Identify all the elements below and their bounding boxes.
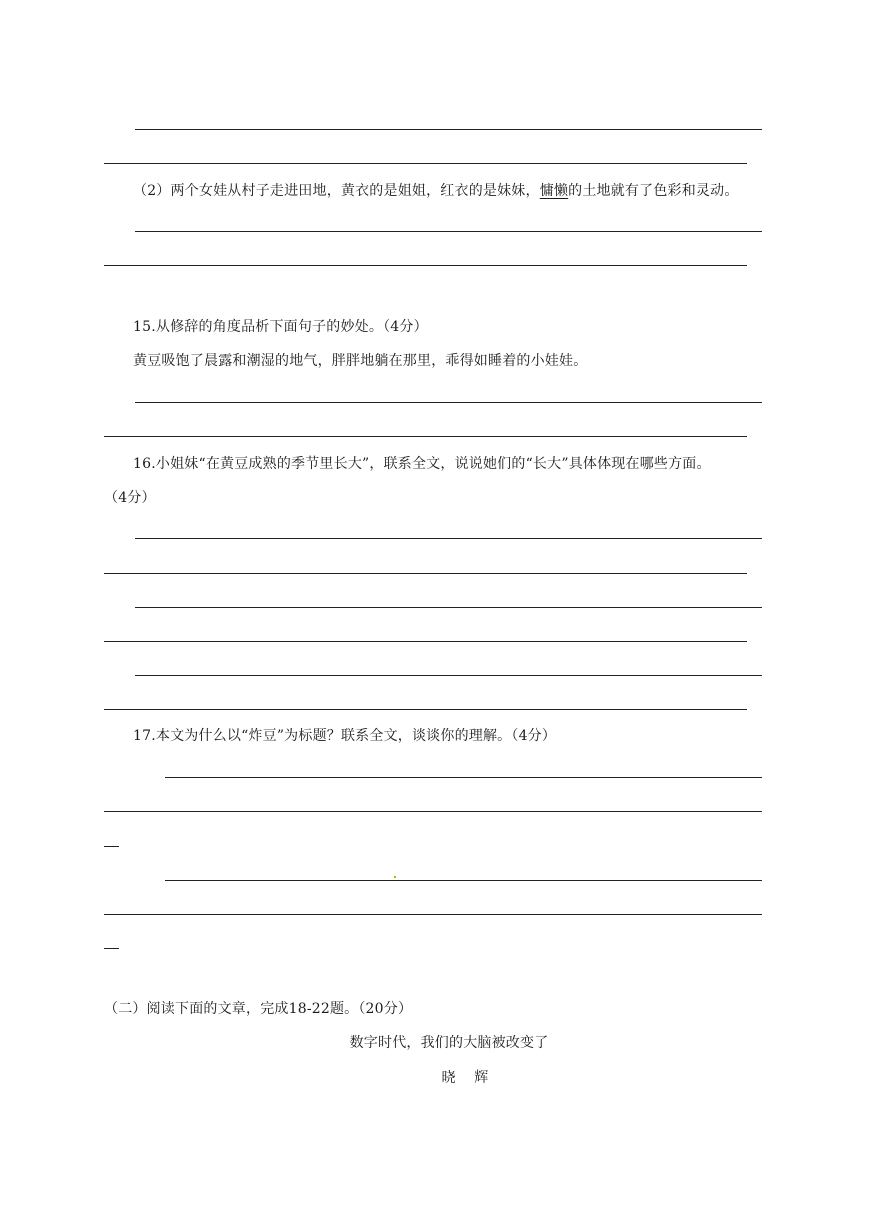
answer-line <box>135 231 762 232</box>
answer-line <box>104 163 747 164</box>
answer-line <box>104 265 747 266</box>
question-16-prompt: 16.小姐妹“在黄豆成熟的季节里长大”，联系全文，说说她们的“长大”具体体现在哪些方面。 <box>133 456 711 472</box>
article-title: 数字时代，我们的大脑被改变了 <box>349 1035 549 1051</box>
article-author: 晓 辉 <box>441 1070 489 1086</box>
answer-line <box>104 436 747 437</box>
answer-line <box>165 777 762 778</box>
item-2-suffix: 的土地就有了色彩和灵动。 <box>568 183 739 199</box>
answer-line <box>135 402 762 403</box>
answer-line <box>165 880 762 881</box>
section-2-instruction: （二）阅读下面的文章，完成18-22题。（20分） <box>104 1001 413 1017</box>
answer-line <box>104 641 747 642</box>
answer-line <box>135 538 762 539</box>
item-2-prefix: （2）两个女娃从村子走进田地，黄衣的是姐姐，红衣的是妹妹， <box>133 183 540 199</box>
answer-line <box>135 129 762 130</box>
answer-line-stub <box>104 948 119 949</box>
answer-line <box>104 709 747 710</box>
answer-line <box>135 607 762 608</box>
question-15-prompt: 15.从修辞的角度品析下面句子的妙处。（4分） <box>133 319 428 335</box>
answer-line <box>135 675 762 676</box>
question-15-sentence: 黄豆吸饱了晨露和潮湿的地气，胖胖地躺在那里，乖得如睡着的小娃娃。 <box>133 353 588 369</box>
question-14-item-2 <box>133 182 739 200</box>
question-16-points: （4分） <box>104 490 156 506</box>
answer-line <box>104 914 762 915</box>
answer-line <box>104 811 762 812</box>
item-2-underlined-word: 慵懒 <box>539 183 569 199</box>
ink-speck <box>394 876 396 878</box>
question-17-prompt: 17.本文为什么以“炸豆”为标题？联系全文，谈谈你的理解。（4分） <box>133 728 557 744</box>
answer-line <box>104 573 747 574</box>
answer-line-stub <box>104 846 119 847</box>
